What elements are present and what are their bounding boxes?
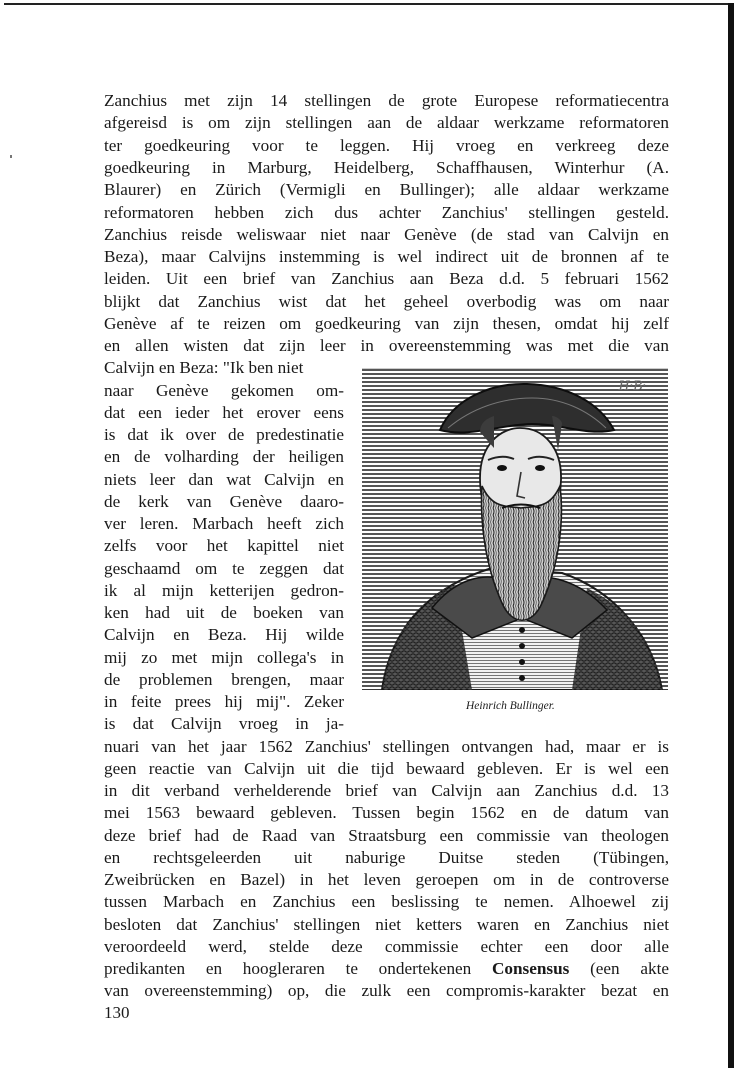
text-line: en de volharding der heiligen — [104, 447, 344, 466]
text-line: Calvijn en Beza: "Ik ben niet — [104, 358, 304, 377]
text-line: ik al mijn ketterijen gedron- — [104, 581, 344, 600]
right-edge-shadow — [728, 3, 734, 1068]
engraver-monogram: H·B· — [618, 378, 646, 394]
text-line: Calvijn en Beza. Hij wilde — [104, 625, 344, 644]
text-line: goedkeuring in Marburg, Heidelberg, Schaffhausen, Winterhur (A. — [104, 158, 669, 177]
scan-speck — [10, 155, 12, 158]
text-line: ver leren. Marbach heeft zich — [104, 514, 344, 533]
text-line: predikanten en hoogleraren te ondertekenen Consensus (een akte — [104, 959, 669, 978]
text-line: in feite prees hij mij". Zeker — [104, 692, 344, 711]
text-line: niets leer dan wat Calvijn en — [104, 470, 344, 489]
text-line: deze brief had de Raad van Straatsburg een commissie van theologen — [104, 826, 669, 845]
text-line: ken had uit de boeken van — [104, 603, 344, 622]
text-line: blijkt dat Zanchius wist dat het geheel overbodig was om naar — [104, 292, 669, 311]
text-line: en allen wisten dat zijn leer in overeenstemming was met die van — [104, 336, 669, 355]
text-line: is dat ik over de predestinatie — [104, 425, 344, 444]
text-line: geen reactie van Calvijn uit die tijd bewaard gebleven. Er is wel een — [104, 759, 669, 778]
text-line: Genève af te reizen om goedkeuring van zijn thesen, omdat hij zelf — [104, 314, 669, 333]
text-line: veroordeeld werd, stelde deze commissie echter een door alle — [104, 937, 669, 956]
text-line: Beza), maar Calvijns instemming is wel indirect uit de bronnen af te — [104, 247, 669, 266]
text-line: Zanchius reisde weliswaar niet naar Genève (de stad van Calvijn en — [104, 225, 669, 244]
text-line: Zweibrücken en Bazel) in het leven geroepen om in de controverse — [104, 870, 669, 889]
text-line: dat een ieder het erover eens — [104, 403, 344, 422]
bullinger-portrait — [362, 368, 668, 690]
text-line: ter goedkeuring voor te leggen. Hij vroeg en verkreeg deze — [104, 136, 669, 155]
text-line: zelfs voor het kapittel niet — [104, 536, 344, 555]
text-line: geschaamd om te zeggen dat — [104, 559, 344, 578]
text-line: nuari van het jaar 1562 Zanchius' stellingen ontvangen had, maar er is — [104, 737, 669, 756]
text-line: en rechtsgeleerden uit naburige Duitse steden (Tübingen, — [104, 848, 669, 867]
text-line: Blaurer) en Zürich (Vermigli en Bullinger); alle aldaar werkzame — [104, 180, 669, 199]
text-line: de kerk van Genève daaro- — [104, 492, 344, 511]
text-line: de problemen brengen, maar — [104, 670, 344, 689]
text-line: reformatoren hebben zich dus achter Zanchius' stellingen gesteld. — [104, 203, 669, 222]
text-line: tussen Marbach en Zanchius een beslissing te nemen. Alhoewel zij — [104, 892, 669, 911]
text-line: mei 1563 bewaard gebleven. Tussen begin 1562 en de datum van — [104, 803, 669, 822]
text-line: Zanchius met zijn 14 stellingen de grote Europese reformatiecentra — [104, 91, 669, 110]
page-number: 130 — [104, 1003, 130, 1022]
text-line: besloten dat Zanchius' stellingen niet ketters waren en Zanchius niet — [104, 915, 669, 934]
text-line: leiden. Uit een brief van Zanchius aan Beza d.d. 5 februari 1562 — [104, 269, 669, 288]
text-line: naar Genève gekomen om- — [104, 381, 344, 400]
text-line: afgereisd is om zijn stellingen aan de aldaar werkzame reformatoren — [104, 113, 669, 132]
term-consensus: Consensus — [491, 959, 570, 978]
text-line: in dit verband verhelderende brief van Calvijn aan Zanchius d.d. 13 — [104, 781, 669, 800]
figure-caption: Heinrich Bullinger. — [466, 700, 555, 712]
text-line: is dat Calvijn vroeg in ja- — [104, 714, 344, 733]
text-line: mij zo met mijn collega's in — [104, 648, 344, 667]
top-border-rule — [4, 3, 730, 5]
text-line: van overeenstemming) op, die zulk een compromis-karakter bezat en — [104, 981, 669, 1000]
